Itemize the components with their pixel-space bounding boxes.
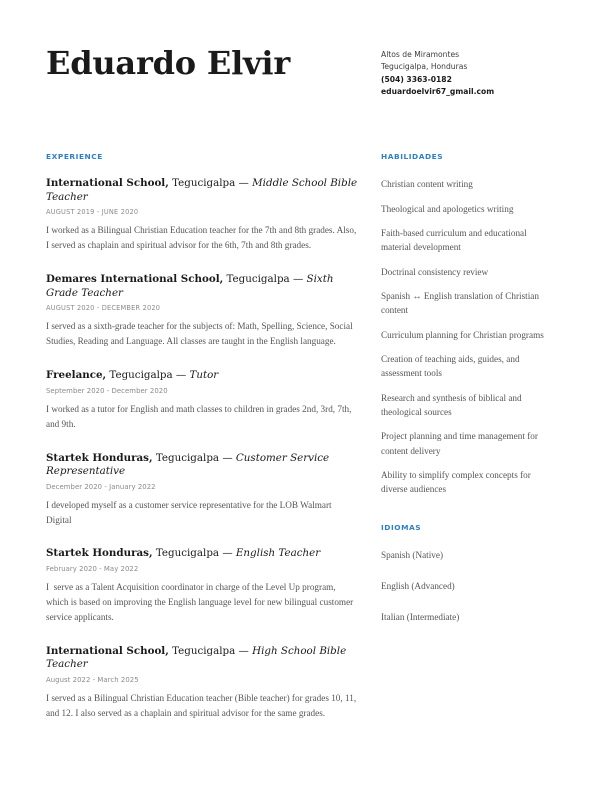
entry-title (46, 177, 359, 204)
entry-location: Tegucigalpa — (152, 451, 236, 464)
language-item: Spanish (Native) (381, 549, 444, 560)
entry-date: August 2022 - March 2025 (46, 675, 139, 684)
skill-item: Creation of teaching aids, guides, and assessment tools (381, 353, 520, 379)
entry-title (46, 369, 359, 383)
experience-entry (46, 369, 359, 431)
experience-entry (46, 645, 359, 721)
skill-item: Christian content writing (381, 179, 473, 190)
contact-block (381, 44, 556, 98)
language-item: Italian (Intermediate) (381, 612, 460, 623)
skill-item: Theological and apologetics writing (381, 203, 514, 214)
candidate-name: Eduardo Elvir (46, 44, 291, 82)
skill-item: Spanish ↔ English translation of Christian content (381, 290, 539, 316)
entry-organization: Startek Honduras, (46, 547, 153, 560)
skill-item: Doctrinal consistency review (381, 266, 489, 277)
entry-location: Tegucigalpa — (152, 547, 236, 560)
entry-description: I served as a Bilingual Christian Education teacher (Bible teacher) for grades 10, 11, and 12. I also served as a chaplain and spiritual advisor for the same grades. (46, 692, 359, 718)
resume-columns (46, 152, 566, 721)
entry-location: Tegucigalpa — (168, 644, 253, 657)
entry-description: I worked as a Bilingual Christian Education teacher for the 7th and 8th grades. Also, I served as chaplain and spiritual advisor for the 6th, 7th and 8th grades. (46, 225, 359, 251)
entry-organization: Demares International School, (46, 273, 224, 286)
skill-item: Faith-based curriculum and educational material development (381, 227, 527, 253)
experience-entry (46, 452, 359, 528)
entry-date: September 2020 - December 2020 (46, 386, 168, 395)
contact-line: Altos de Miramontes (381, 50, 460, 59)
name-block (46, 44, 381, 81)
entry-location: Tegucigalpa — (106, 369, 190, 382)
entry-organization: Freelance, (46, 369, 107, 382)
entry-role: Middle School Bible Teacher (46, 177, 358, 203)
languages-heading: IDIOMAS (381, 522, 422, 532)
experience-list (46, 177, 359, 721)
entry-organization: International School, (46, 644, 169, 657)
entry-date: AUGUST 2019 - JUNE 2020 (46, 208, 139, 217)
skill-item: Project planning and time management for content delivery (381, 431, 538, 456)
entry-organization: Startek Honduras, (46, 451, 153, 464)
experience-entry (46, 547, 359, 624)
entry-title (46, 547, 359, 561)
entry-organization: International School, (46, 177, 169, 190)
language-item: English (Advanced) (381, 581, 455, 592)
entry-date: December 2020 - January 2022 (46, 482, 156, 491)
skills-list (381, 177, 556, 497)
entry-role: Tutor (189, 369, 219, 382)
experience-entry (46, 273, 359, 349)
contact-line: eduardoelvir67_gmail.com (381, 86, 495, 96)
entry-location: Tegucigalpa — (168, 177, 253, 190)
entry-description: I serve as a Talent Acquisition coordinator in charge of the Level Up program, which is based on improving the English language level for new bilingual customer service applicants. (46, 582, 356, 622)
entry-title (46, 645, 359, 672)
entry-role: Sixth Grade Teacher (46, 273, 334, 299)
contact-line: (504) 3363-0182 (381, 74, 452, 84)
skills-section (381, 152, 556, 497)
sidebar-column (381, 152, 556, 651)
languages-section (381, 523, 556, 625)
languages-list (381, 548, 556, 625)
entry-title (46, 273, 359, 300)
entry-date: AUGUST 2020 - DECEMBER 2020 (46, 304, 161, 313)
entry-description: I served as a sixth-grade teacher for the subjects of: Math, Spelling, Science, Social Studies, Reading and Language. All classes are taught in the English language. (46, 321, 355, 347)
entry-description: I developed myself as a customer service representative for the LOB Walmart Digital (46, 499, 334, 525)
skill-item: Ability to simplify complex concepts for diverse audiences (381, 470, 531, 495)
resume-header (46, 44, 566, 98)
entry-date: February 2020 - May 2022 (46, 565, 139, 574)
contact-line: Tegucigalpa, Honduras (381, 62, 468, 72)
experience-heading: EXPERIENCE (46, 152, 103, 162)
skill-item: Curriculum planning for Christian programs (381, 329, 544, 340)
entry-description: I worked as a tutor for English and math classes to children in grades 2nd, 3rd, 7th, and 9th. (46, 403, 354, 429)
experience-column (46, 152, 381, 721)
experience-entry (46, 177, 359, 253)
skills-heading: HABILIDADES (381, 152, 444, 162)
entry-role: Customer Service Representative (46, 451, 330, 478)
entry-role: English Teacher (235, 547, 321, 560)
entry-title (46, 452, 359, 479)
entry-role: High School Bible Teacher (46, 644, 347, 671)
entry-location: Tegucigalpa — (223, 273, 307, 286)
skill-item: Research and synthesis of biblical and theological sources (381, 392, 522, 417)
